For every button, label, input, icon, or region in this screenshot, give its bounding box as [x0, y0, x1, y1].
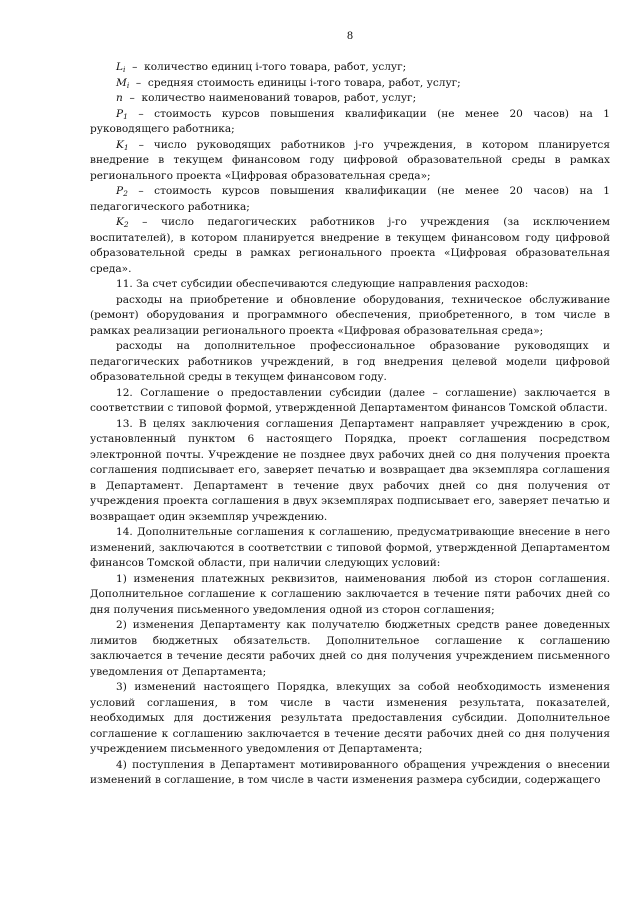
definition-text: число руководящих работников j-го учреждения, в котором планируется внедрение в текущем финансовом году цифровой образовательной среды в рамках регионального проекта «Цифровая образовательная среда»; — [90, 138, 610, 182]
separator: – — [129, 76, 148, 89]
separator: – — [128, 138, 154, 151]
definition-k2 — [90, 215, 610, 277]
definition-text: стоимость курсов повышения квалификации (не менее 20 часов) на 1 руководящего работника; — [90, 107, 610, 135]
symbol: $P_1$ — [116, 107, 128, 121]
document-page — [90, 0, 610, 905]
paragraph-14: 14. Дополнительные соглашения к соглашению, предусматривающие внесение в него изменений, заключаются в соответствии с типовой формой, утвержденной Департаментом финансов Томской области, при наличии следующих условий: — [90, 526, 610, 569]
definition-n — [90, 91, 610, 107]
separator: – — [127, 185, 155, 197]
paragraph-14-condition-4: 4) поступления в Департамент мотивированного обращения учреждения о внесении изменений в соглашение, в том числе в части изменения размера субсидии, содержащего — [90, 758, 610, 786]
paragraph-14-condition-2: 2) изменения Департаменту как получателю бюджетных средств ранее доведенных лимитов бюджетных обязательств. Дополнительное соглашение к соглашению заключается в течение десяти рабочих дней со дня получения учреждением письменного уведомления от Департамента; — [90, 619, 610, 678]
paragraph-11: 11. За счет субсидии обеспечиваются следующие направления расходов: — [116, 278, 529, 290]
definition-text: стоимость курсов повышения квалификации (не менее 20 часов) на 1 педагогического работника; — [90, 185, 610, 213]
paragraph-11-item-2: расходы на дополнительное профессиональное образование руководящих и педагогических работников учреждений, в год внедрения целевой модели цифровой образовательной среды в текущем финансовом году. — [90, 340, 610, 383]
symbol: n — [116, 92, 123, 104]
paragraph-14-condition-3: 3) изменений настоящего Порядка, влекущих за собой необходимость изменения условий соглашения, в том числе в части изменения результата, показателей, необходимых для достижения результата предоставления субсидии. Дополнительное соглашение к соглашению заключается в течение десяти рабочих дней со дня получения учреждением письменного уведомления от Департамента; — [90, 681, 610, 755]
definition-p2 — [90, 184, 610, 215]
definition-text: средняя стоимость единицы i-того товара, работ, услуг; — [147, 76, 461, 89]
paragraph-13: 13. В целях заключения соглашения Департамент направляет учреждению в срок, установленный пунктом 6 настоящего Порядка, проект соглашения посредством электронной почты. Учреждение не позднее двух рабочих дней со дня получения проекта соглашения подписывает его, заверяет печатью и возвращает два экземпляра соглашения в Департамент. Департамент в течение двух рабочих дней со дня получения от учреждения проекта соглашения в двух экземплярах подписывает его, заверяет печатью и возвращает один экземпляр учреждению. — [90, 417, 610, 523]
separator: – — [128, 216, 161, 228]
paragraph-14-condition-1: 1) изменения платежных реквизитов, наименования любой из сторон соглашения. Дополнительное соглашение к соглашению заключается в течение пяти рабочих дней со дня получения письменного уведомления одной из сторон соглашения; — [90, 572, 610, 616]
definition-p1 — [90, 107, 610, 138]
symbol: $P_2$ — [116, 185, 128, 198]
symbol: $K_2$ — [116, 216, 129, 229]
symbol: $K_1$ — [116, 138, 129, 152]
separator: – — [125, 61, 145, 73]
page-number: 8 — [347, 28, 353, 42]
paragraph-12: 12. Соглашение о предоставлении субсидии (далее – соглашение) заключается в соответствии с типовой формой, утвержденной Департаментом финансов Томской области. — [90, 386, 610, 414]
definition-text: количество единиц i-того товара, работ, услуг; — [144, 61, 407, 73]
paragraph-11-item-1: расходы на приобретение и обновление оборудования, техническое обслуживание (ремонт) оборудования и программного обеспечения, приобретенного, в том числе в рамках реализации регионального проекта «Цифровая образовательная среда»; — [90, 293, 610, 337]
definition-li — [90, 60, 610, 76]
separator: – — [122, 92, 142, 104]
document-body — [90, 60, 610, 789]
symbol: $M_i$ — [116, 76, 130, 90]
symbol: $L_i$ — [116, 61, 126, 74]
definition-mi — [90, 76, 610, 92]
definition-k1 — [90, 138, 610, 185]
definition-text: количество наименований товаров, работ, услуг; — [141, 92, 417, 104]
separator: – — [127, 107, 155, 120]
definition-text: число педагогических работников j-го учреждения (за исключением воспитателей), в котором планируется внедрение в текущем финансовом году цифровой образовательной среды в рамках регионального проекта «Цифровая образовательная среда». — [90, 216, 610, 275]
